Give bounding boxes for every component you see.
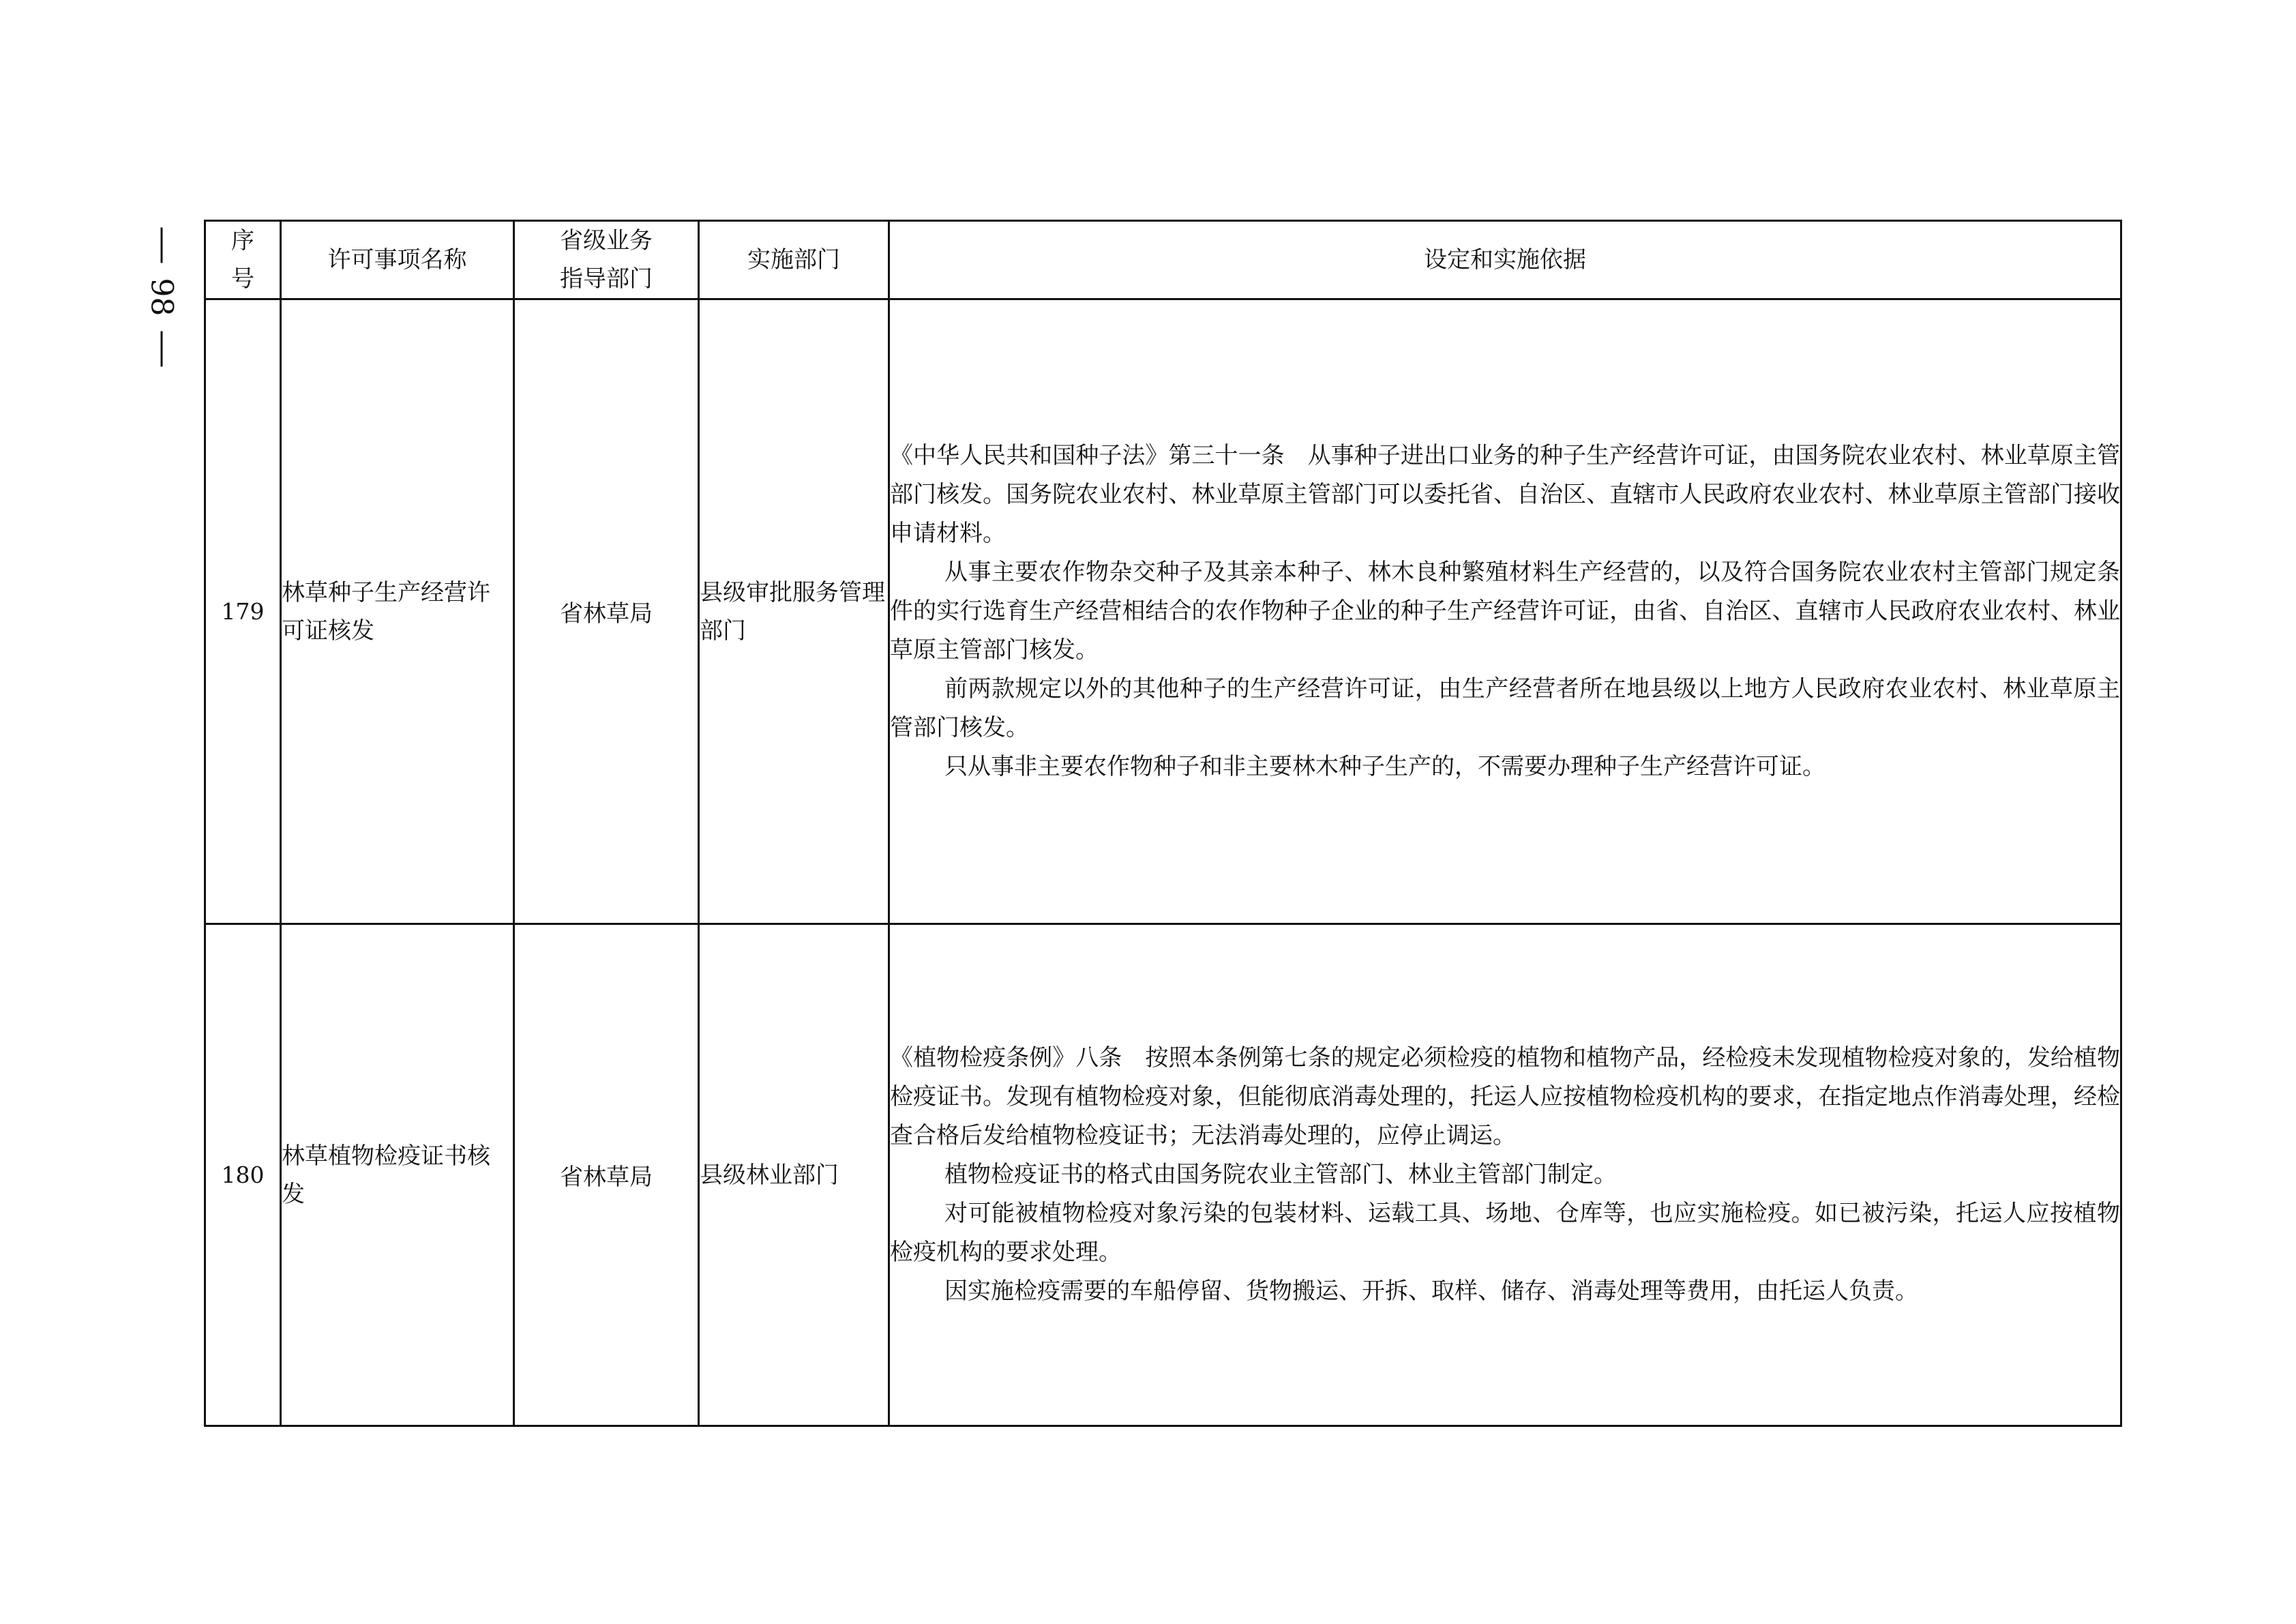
- basis-paragraph: 从事主要农作物杂交种子及其亲本种子、林木良种繁殖材料生产经营的，以及符合国务院农业农村主管部门规定条件的实行选育生产经营相结合的农作物种子企业的种子生产经营许可证，由省、自治区、直辖市人民政府农业农村、林业草原主管部门核发。: [890, 559, 2120, 664]
- page-number-text: 98: [144, 278, 179, 316]
- basis-paragraph: 《植物检疫条例》八条 按照本条例第七条的规定必须检疫的植物和植物产品，经检疫未发现植物检疫对象的，发给植物检疫证书。发现有植物检疫对象，但能彻底消毒处理的，托运人应按植物检疫机构的要求，在指定地点作消毒处理，经检查合格后发给植物检疫证书；无法消毒处理的，应停止调运。: [890, 1044, 2120, 1149]
- basis-paragraph: 因实施检疫需要的车船停留、货物搬运、开拆、取样、储存、消毒处理等费用，由托运人负责。: [944, 1278, 1918, 1305]
- row-basis: [889, 924, 2121, 1426]
- header-name: 许可事项名称: [281, 221, 514, 299]
- header-seq: 序号: [205, 221, 281, 299]
- permit-table: [204, 220, 2122, 1427]
- header-province-dept: 省级业务指导部门: [514, 221, 699, 299]
- header-basis: 设定和实施依据: [889, 221, 2121, 299]
- table-header-row: [205, 221, 2121, 299]
- basis-paragraph: 只从事非主要农作物种子和非主要林木种子生产的，不需要办理种子生产经营许可证。: [944, 753, 1825, 780]
- row-impl-dept: 县级审批服务管理部门: [699, 299, 889, 924]
- row-seq: 180: [205, 924, 281, 1426]
- basis-paragraph: 对可能被植物检疫对象污染的包装材料、运载工具、场地、仓库等，也应实施检疫。如已被污染，托运人应按植物检疫机构的要求处理。: [890, 1200, 2120, 1266]
- table-row: [205, 924, 2121, 1426]
- basis-paragraph: 前两款规定以外的其他种子的生产经营许可证，由生产经营者所在地县级以上地方人民政府农业农村、林业草原主管部门核发。: [890, 675, 2120, 741]
- row-seq: 179: [205, 299, 281, 924]
- basis-paragraph: 植物检疫证书的格式由国务院农业主管部门、林业主管部门制定。: [944, 1161, 1617, 1188]
- page-number-dash-right: [161, 331, 163, 366]
- row-province-dept: 省林草局: [514, 299, 699, 924]
- table-row: [205, 299, 2121, 924]
- row-basis: [889, 299, 2121, 924]
- row-province-dept: 省林草局: [514, 924, 699, 1426]
- page-number: [110, 218, 213, 375]
- basis-paragraph: 《中华人民共和国种子法》第三十一条 从事种子进出口业务的种子生产经营许可证，由国务院农业农村、林业草原主管部门核发。国务院农业农村、林业草原主管部门可以委托省、自治区、直辖市人民政府农业农村、林业草原主管部门接收申请材料。: [890, 442, 2120, 547]
- page-number-dash-left: [161, 227, 163, 263]
- row-impl-dept: 县级林业部门: [699, 924, 889, 1426]
- row-permit-name: 林草植物检疫证书核发: [281, 924, 514, 1426]
- header-impl-dept: 实施部门: [699, 221, 889, 299]
- row-permit-name: 林草种子生产经营许可证核发: [281, 299, 514, 924]
